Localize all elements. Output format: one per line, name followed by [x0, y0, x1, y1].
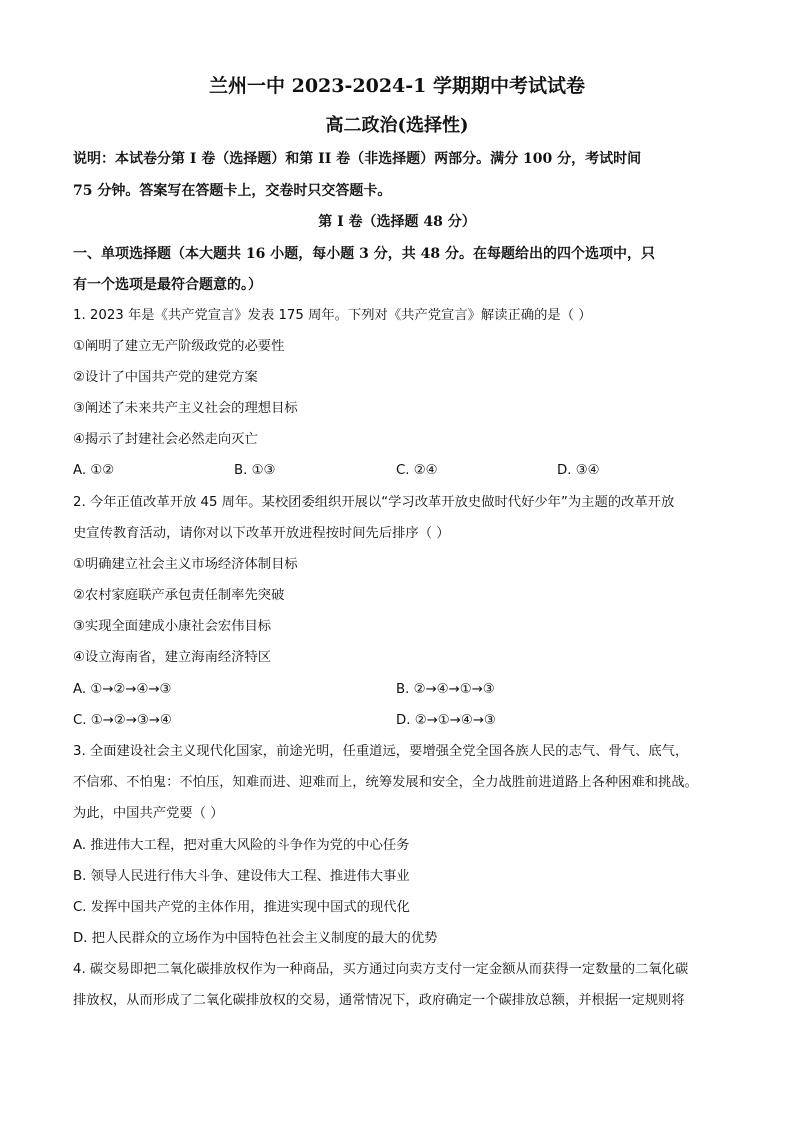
q1-item: ③阐述了未来共产主义社会的理想目标	[73, 401, 298, 416]
q2-stem-line-1: 2. 今年正值改革开放 45 周年。某校团委组织开展以“学习改革开放史做时代好少年”为主题的改革开放	[73, 495, 675, 510]
instructions-line-1: 说明：本试卷分第 I 卷（选择题）和第 II 卷（非选择题）两部分。满分 100 分，考试时间	[73, 151, 642, 167]
q1-option-a: A. ①②	[73, 463, 115, 478]
q4-stem-line-1: 4. 碳交易即把二氧化碳排放权作为一种商品，买方通过向卖方支付一定金额从而获得一定数量的二氧化碳	[73, 962, 689, 977]
q1-option-d: D. ③④	[557, 463, 600, 478]
q2-item: ①明确建立社会主义市场经济体制目标	[73, 557, 298, 572]
q3-stem-line-2: 不信邪、不怕鬼：不怕压，知难而进、迎难而上，统筹发展和安全，全力战胜前进道路上各种困难和挑战。	[73, 775, 698, 790]
q4-stem-line-2: 排放权，从而形成了二氧化碳排放权的交易，通常情况下，政府确定一个碳排放总额，并根据一定规则将	[73, 993, 685, 1008]
q1-stem: 1. 2023 年是《共产党宣言》发表 175 周年。下列对《共产党宣言》解读正确的是（ ）	[73, 308, 592, 323]
section-intro-line-1: 一、单项选择题（本大题共 16 小题，每小题 3 分，共 48 分。在每题给出的四个选项中，只	[73, 246, 655, 262]
q3-option-a: A. 推进伟大工程，把对重大风险的斗争作为党的中心任务	[73, 838, 410, 853]
q2-item: ④设立海南省，建立海南经济特区	[73, 650, 272, 665]
q1-option-b: B. ①③	[234, 463, 276, 478]
q3-option-d: D. 把人民群众的立场作为中国特色社会主义制度的最大的优势	[73, 931, 438, 946]
q2-option-a: A. ①→②→④→③	[73, 682, 172, 697]
section-intro-line-2: 有一个选项是最符合题意的。）	[73, 277, 262, 293]
q1-option-c: C. ②④	[396, 463, 438, 478]
exam-title: 兰州一中 2023-2024-1 学期期中考试试卷	[209, 75, 585, 97]
q3-option-c: C. 发挥中国共产党的主体作用，推进实现中国式的现代化	[73, 900, 410, 915]
q1-item: ②设计了中国共产党的建党方案	[73, 370, 258, 385]
q2-option-c: C. ①→②→③→④	[73, 713, 172, 728]
q1-item: ①阐明了建立无产阶级政党的必要性	[73, 339, 285, 354]
q2-stem-line-2: 史宣传教育活动，请你对以下改革开放进程按时间先后排序（ ）	[73, 526, 450, 541]
q2-option-d: D. ②→①→④→③	[396, 713, 496, 728]
q2-option-b: B. ②→④→①→③	[396, 682, 495, 697]
q3-stem-line-3: 为此，中国共产党要（ ）	[73, 806, 224, 821]
q3-option-b: B. 领导人民进行伟大斗争、建设伟大工程、推进伟大事业	[73, 869, 410, 884]
exam-subtitle: 高二政治(选择性)	[325, 115, 469, 136]
section-heading: 第 I 卷（选择题 48 分）	[318, 214, 476, 230]
q3-stem-line-1: 3. 全面建设社会主义现代化国家，前途光明，任重道远，要增强全党全国各族人民的志气、骨气、底气，	[73, 744, 689, 759]
q2-item: ③实现全面建成小康社会宏伟目标	[73, 619, 272, 634]
instructions-line-2: 75 分钟。答案写在答题卡上，交卷时只交答题卡。	[73, 183, 392, 199]
q1-item: ④揭示了封建社会必然走向灭亡	[73, 432, 258, 447]
q2-item: ②农村家庭联产承包责任制率先突破	[73, 588, 285, 603]
